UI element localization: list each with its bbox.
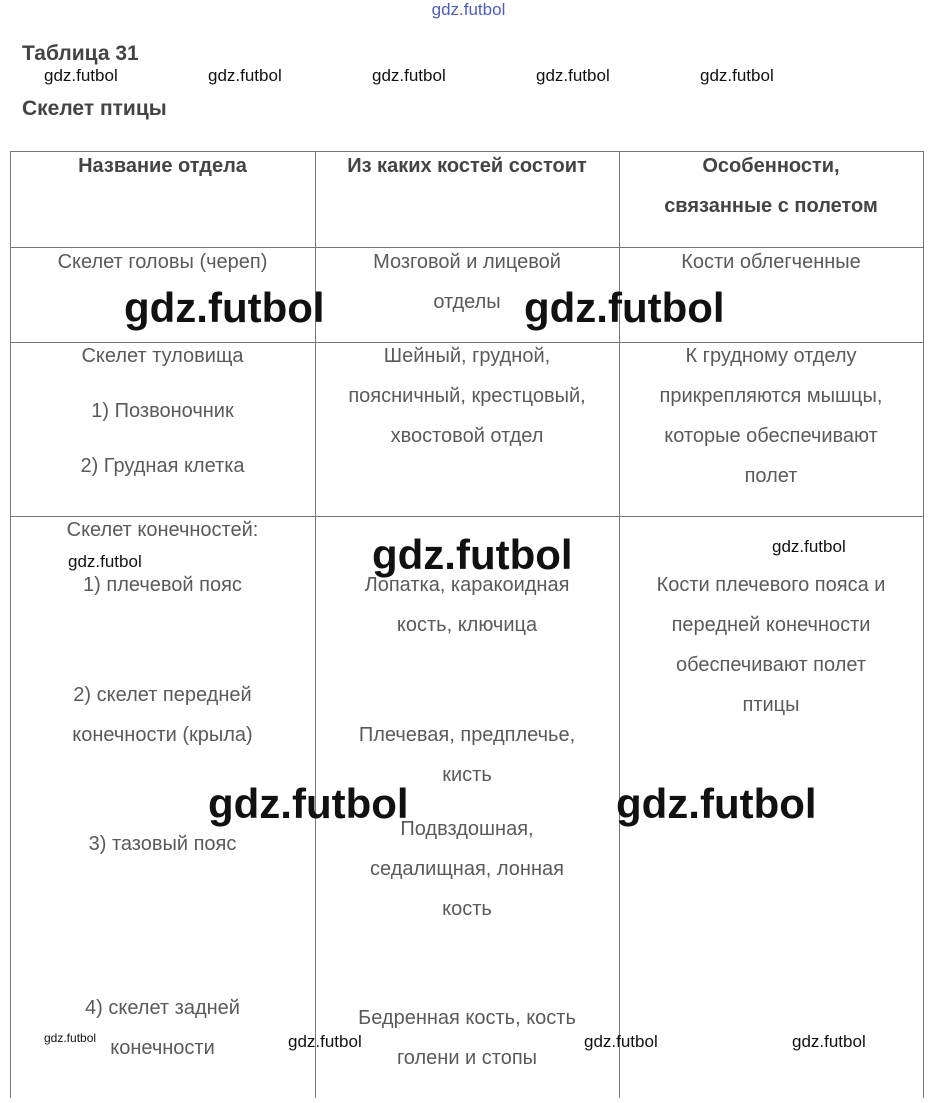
column-header-section: Название отдела bbox=[78, 155, 247, 177]
watermark: gdz.futbol bbox=[700, 66, 774, 85]
table-number: Таблица 31 bbox=[22, 42, 139, 65]
cell-section: Скелет конечностей: bbox=[66, 519, 259, 541]
cell-section: Скелет туловища bbox=[81, 345, 244, 367]
cell-section-item: 1) плечевой пояс bbox=[83, 574, 242, 596]
cell-bones: Бедренная кость, кость голени и стопы bbox=[358, 1007, 576, 1069]
table-border bbox=[923, 151, 924, 1098]
table-title: Скелет птицы bbox=[22, 97, 167, 120]
watermark: gdz.futbol bbox=[524, 284, 725, 331]
watermark: gdz.futbol bbox=[372, 66, 446, 85]
table-border bbox=[10, 151, 11, 1098]
cell-bones: Лопатка, каракоидная кость, ключица bbox=[364, 574, 570, 636]
cell-section-item: 2) скелет передней конечности (крыла) bbox=[72, 684, 253, 746]
watermark: gdz.futbol bbox=[68, 552, 142, 571]
cell-section-item: 4) скелет задней конечности bbox=[85, 997, 240, 1059]
watermark: gdz.futbol bbox=[44, 66, 118, 85]
cell-bones: Подвздошная, седалищная, лонная кость bbox=[370, 818, 564, 920]
site-header-link[interactable]: gdz.futbol bbox=[431, 0, 506, 19]
watermark: gdz.futbol bbox=[584, 1032, 658, 1051]
column-header-bones: Из каких костей состоит bbox=[347, 155, 587, 177]
cell-bones: Шейный, грудной, поясничный, крестцовый, хвостовой отдел bbox=[348, 345, 586, 447]
watermark: gdz.futbol bbox=[208, 66, 282, 85]
cell-section-item: 1) Позвоночник bbox=[91, 400, 234, 422]
cell-features: Кости плечевого пояса и передней конечности обеспечивают полет птицы bbox=[656, 574, 886, 716]
watermark: gdz.futbol bbox=[44, 1031, 97, 1045]
watermark: gdz.futbol bbox=[792, 1032, 866, 1051]
cell-section-item: 2) Грудная клетка bbox=[80, 455, 245, 477]
watermark: gdz.futbol bbox=[288, 1032, 362, 1051]
watermark: gdz.futbol bbox=[372, 531, 573, 578]
watermark: gdz.futbol bbox=[124, 284, 325, 331]
cell-bones: Мозговой и лицевой отделы bbox=[373, 251, 561, 313]
watermark: gdz.futbol bbox=[772, 537, 846, 556]
cell-section-item: 3) тазовый пояс bbox=[88, 833, 237, 855]
column-header-features: Особенности, связанные с полетом bbox=[664, 155, 878, 217]
watermark: gdz.futbol bbox=[616, 780, 817, 827]
cell-features: Кости облегченные bbox=[681, 251, 861, 273]
cell-features: К грудному отделу прикрепляются мышцы, которые обеспечивают полет bbox=[659, 345, 883, 487]
watermark: gdz.futbol bbox=[208, 780, 409, 827]
cell-section: Скелет головы (череп) bbox=[57, 251, 268, 273]
watermark: gdz.futbol bbox=[536, 66, 610, 85]
cell-bones: Плечевая, предплечье, кисть bbox=[358, 724, 576, 786]
